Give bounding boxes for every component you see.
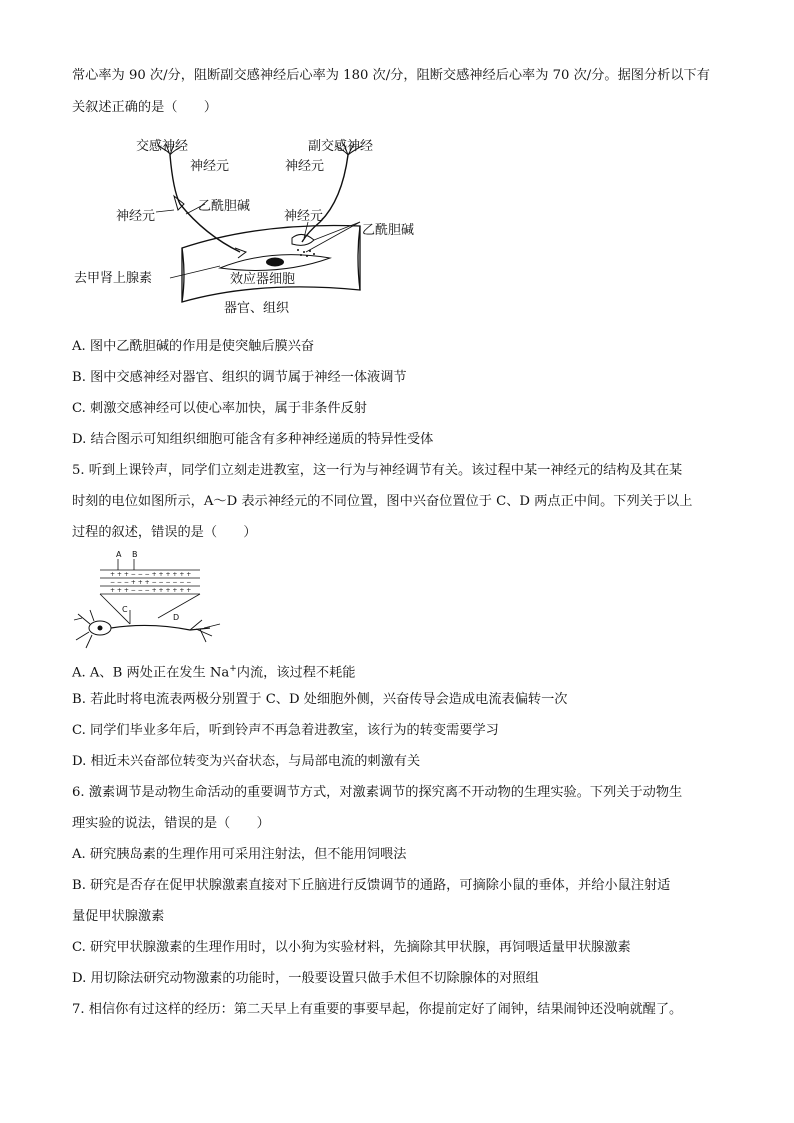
- q6-option-c: C. 研究甲状腺激素的生理作用时，以小狗为实验材料，先摘除其甲状腺，再饲喂适量甲状腺激素: [72, 940, 631, 955]
- label-a: A: [116, 550, 122, 559]
- label-ach-left: 乙酰胆碱: [198, 199, 251, 214]
- q4-option-c: C. 刺激交感神经可以使心率加快，属于非条件反射: [72, 401, 367, 416]
- q5-option-b: B. 若此时将电流表两极分别置于 C、D 处细胞外侧，兴奋传导会造成电流表偏转一次: [72, 692, 568, 707]
- label-parasympathetic: 副交感神经: [308, 139, 374, 154]
- q6-option-b-line1: B. 研究是否存在促甲状腺激素直接对下丘脑进行反馈调节的通路，可摘除小鼠的垂体，并给小鼠注射适: [72, 878, 671, 893]
- q5-neuron-figure: [70, 548, 230, 654]
- label-neuron-d: 神经元: [284, 209, 324, 224]
- svg-text:+ + + − − − + + + + + +: + + + − − − + + + + + +: [110, 571, 192, 578]
- q4-stem-line1: 常心率为 90 次/分，阻断副交感神经后心率为 180 次/分，阻断交感神经后心率为 70 次/分。据图分析以下有: [72, 68, 710, 83]
- q5-option-a: [72, 659, 355, 683]
- q5-option-d: D. 相近未兴奋部位转变为兴奋状态，与局部电流的刺激有关: [72, 754, 421, 769]
- svg-text:+ + + − − − + + + + + +: + + + − − − + + + + + +: [110, 587, 192, 594]
- svg-text:− − − + + + − − − − − −: − − − + + + − − − − − −: [110, 579, 192, 586]
- q4-option-d: D. 结合图示可知组织细胞可能含有多种神经递质的特异性受体: [72, 432, 434, 447]
- q5-stem-line1: 5. 听到上课铃声，同学们立刻走进教室，这一行为与神经调节有关。该过程中某一神经元的结构及其在某: [72, 463, 683, 478]
- label-b: B: [132, 550, 138, 559]
- q4-option-b: B. 图中交感神经对器官、组织的调节属于神经一体液调节: [72, 370, 407, 385]
- label-effector: 效应器细胞: [230, 272, 296, 287]
- q6-option-b-line2: 量促甲状腺激素: [72, 909, 165, 924]
- q4-nerve-figure: [70, 130, 430, 322]
- label-organ: 器官、组织: [224, 301, 290, 316]
- q6-stem-line2: 理实验的说法，错误的是（ ）: [72, 816, 270, 831]
- q6-option-a: A. 研究胰岛素的生理作用可采用注射法，但不能用饲喂法: [72, 847, 407, 862]
- q4-option-a: A. 图中乙酰胆碱的作用是使突触后膜兴奋: [72, 339, 315, 354]
- label-d: D: [173, 613, 180, 622]
- label-c: C: [122, 605, 128, 614]
- label-sympathetic: 交感神经: [136, 139, 189, 154]
- q5-option-a-sup: +: [229, 664, 237, 674]
- label-neuron-c: 神经元: [116, 209, 156, 224]
- label-neuron-b: 神经元: [285, 159, 325, 174]
- q5-option-c: C. 同学们毕业多年后，听到铃声不再急着进教室，该行为的转变需要学习: [72, 723, 499, 738]
- q5-option-a-pre: A. A、B 两处正在发生 Na: [72, 665, 230, 681]
- label-ach-right: 乙酰胆碱: [362, 223, 415, 238]
- label-neuron-a: 神经元: [190, 159, 230, 174]
- label-norepinephrine: 去甲肾上腺素: [74, 271, 153, 286]
- q5-option-a-post: 内流，该过程不耗能: [236, 665, 356, 681]
- q6-stem-line1: 6. 激素调节是动物生命活动的重要调节方式，对激素调节的探究离不开动物的生理实验。下列关于动物生: [72, 785, 683, 800]
- q7-stem-line1: 7. 相信你有过这样的经历：第二天早上有重要的事要早起，你提前定好了闹钟，结果闹钟还没响就醒了。: [72, 1002, 683, 1017]
- q5-stem-line3: 过程的叙述，错误的是（ ）: [72, 525, 257, 540]
- q4-stem-line2: 关叙述正确的是（ ）: [72, 100, 218, 115]
- q6-option-d: D. 用切除法研究动物激素的功能时，一般要设置只做手术但不切除腺体的对照组: [72, 971, 539, 986]
- q5-stem-line2: 时刻的电位如图所示，A～D 表示神经元的不同位置，图中兴奋位置位于 C、D 两点正中间。下列关于以上: [72, 494, 693, 509]
